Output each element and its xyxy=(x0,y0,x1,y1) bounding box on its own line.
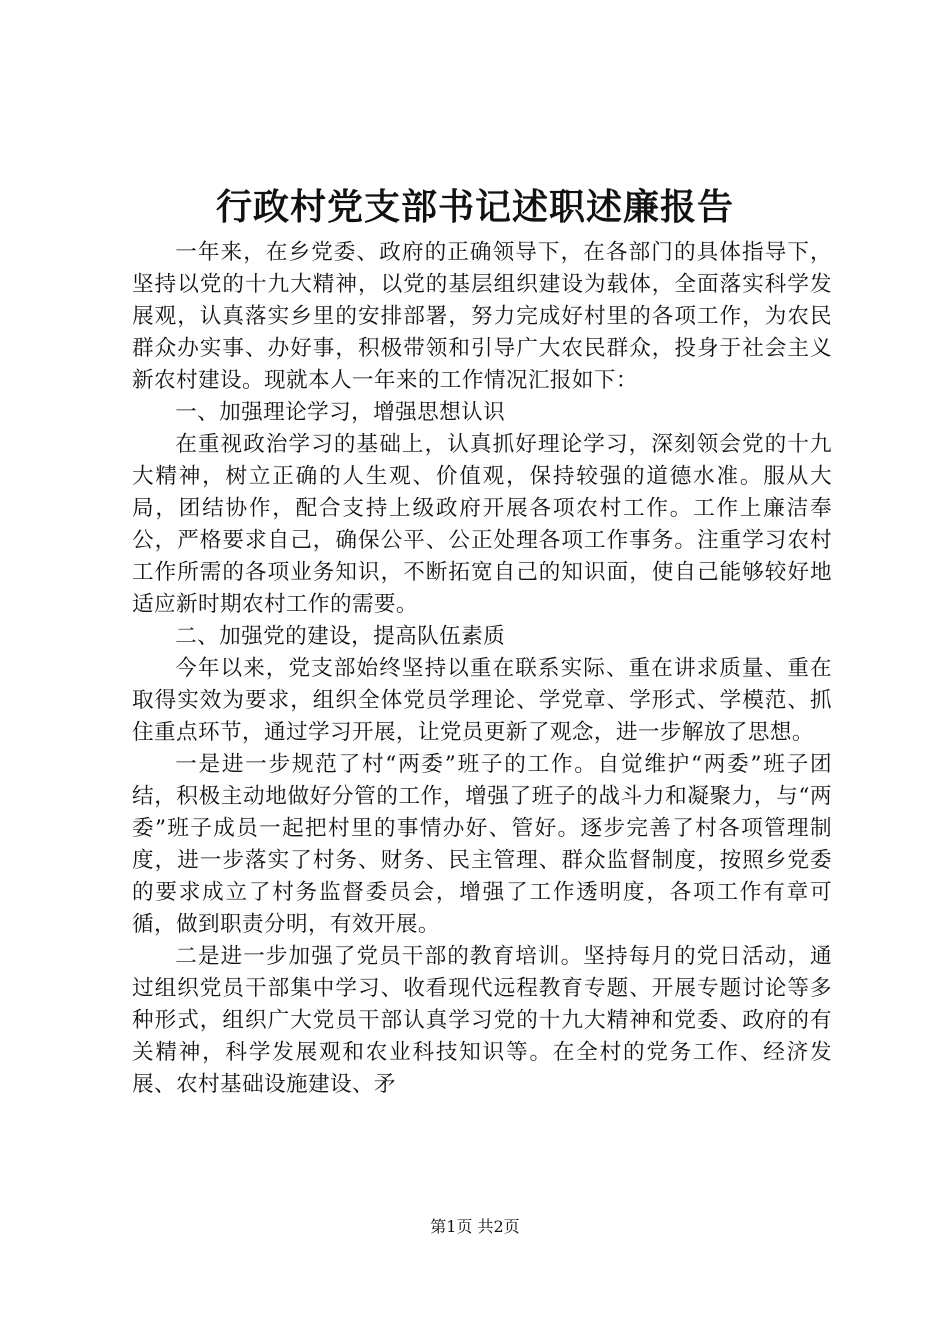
paragraph-section-2: 今年以来，党支部始终坚持以重在联系实际、重在讲求质量、重在取得实效为要求，组织全体党员学理论、学党章、学形式、学模范、抓住重点环节，通过学习开展，让党员更新了观念，进一步解放了思想。 xyxy=(132,656,832,745)
section-heading-2: 二、加强党的建设，提高队伍素质 xyxy=(175,624,506,649)
document-body xyxy=(132,237,832,1101)
paragraph-intro: 一年来，在乡党委、政府的正确领导下，在各部门的具体指导下，坚持以党的十九大精神，以党的基层组织建设为载体，全面落实科学发展观，认真落实乡里的安排部署，努力完成好村里的各项工作，为农民群众办实事、办好事，积极带领和引导广大农民群众，投身于社会主义新农村建设。现就本人一年来的工作情况汇报如下： xyxy=(132,240,832,393)
paragraph-point-2: 二是进一步加强了党员干部的教育培训。坚持每月的党日活动，通过组织党员干部集中学习、收看现代远程教育专题、开展专题讨论等多种形式，组织广大党员干部认真学习党的十九大精神和党委、政府的有关精神，科学发展观和农业科技知识等。在全村的党务工作、经济发展、农村基础设施建设、矛 xyxy=(132,944,832,1097)
page-footer: 第1页 共2页 xyxy=(430,1217,520,1236)
paragraph-point-1: 一是进一步规范了村“两委”班子的工作。自觉维护“两委”班子团结，积极主动地做好分管的工作，增强了班子的战斗力和凝聚力，与“两委”班子成员一起把村里的事情办好、管好。逐步完善了村各项管理制度，进一步落实了村务、财务、民主管理、群众监督制度，按照乡党委的要求成立了村务监督委员会，增强了工作透明度，各项工作有章可循，做到职责分明，有效开展。 xyxy=(132,752,832,937)
paragraph-section-1: 在重视政治学习的基础上，认真抓好理论学习，深刻领会党的十九大精神，树立正确的人生观、价值观，保持较强的道德水准。服从大局，团结协作，配合支持上级政府开展各项农村工作。工作上廉洁奉公，严格要求自己，确保公平、公正处理各项工作事务。注重学习农村工作所需的各项业务知识，不断拓宽自己的知识面，使自己能够较好地适应新时期农村工作的需要。 xyxy=(132,432,832,617)
document-title: 行政村党支部书记述职述廉报告 xyxy=(215,186,734,228)
section-heading-1: 一、加强理论学习，增强思想认识 xyxy=(175,400,506,425)
